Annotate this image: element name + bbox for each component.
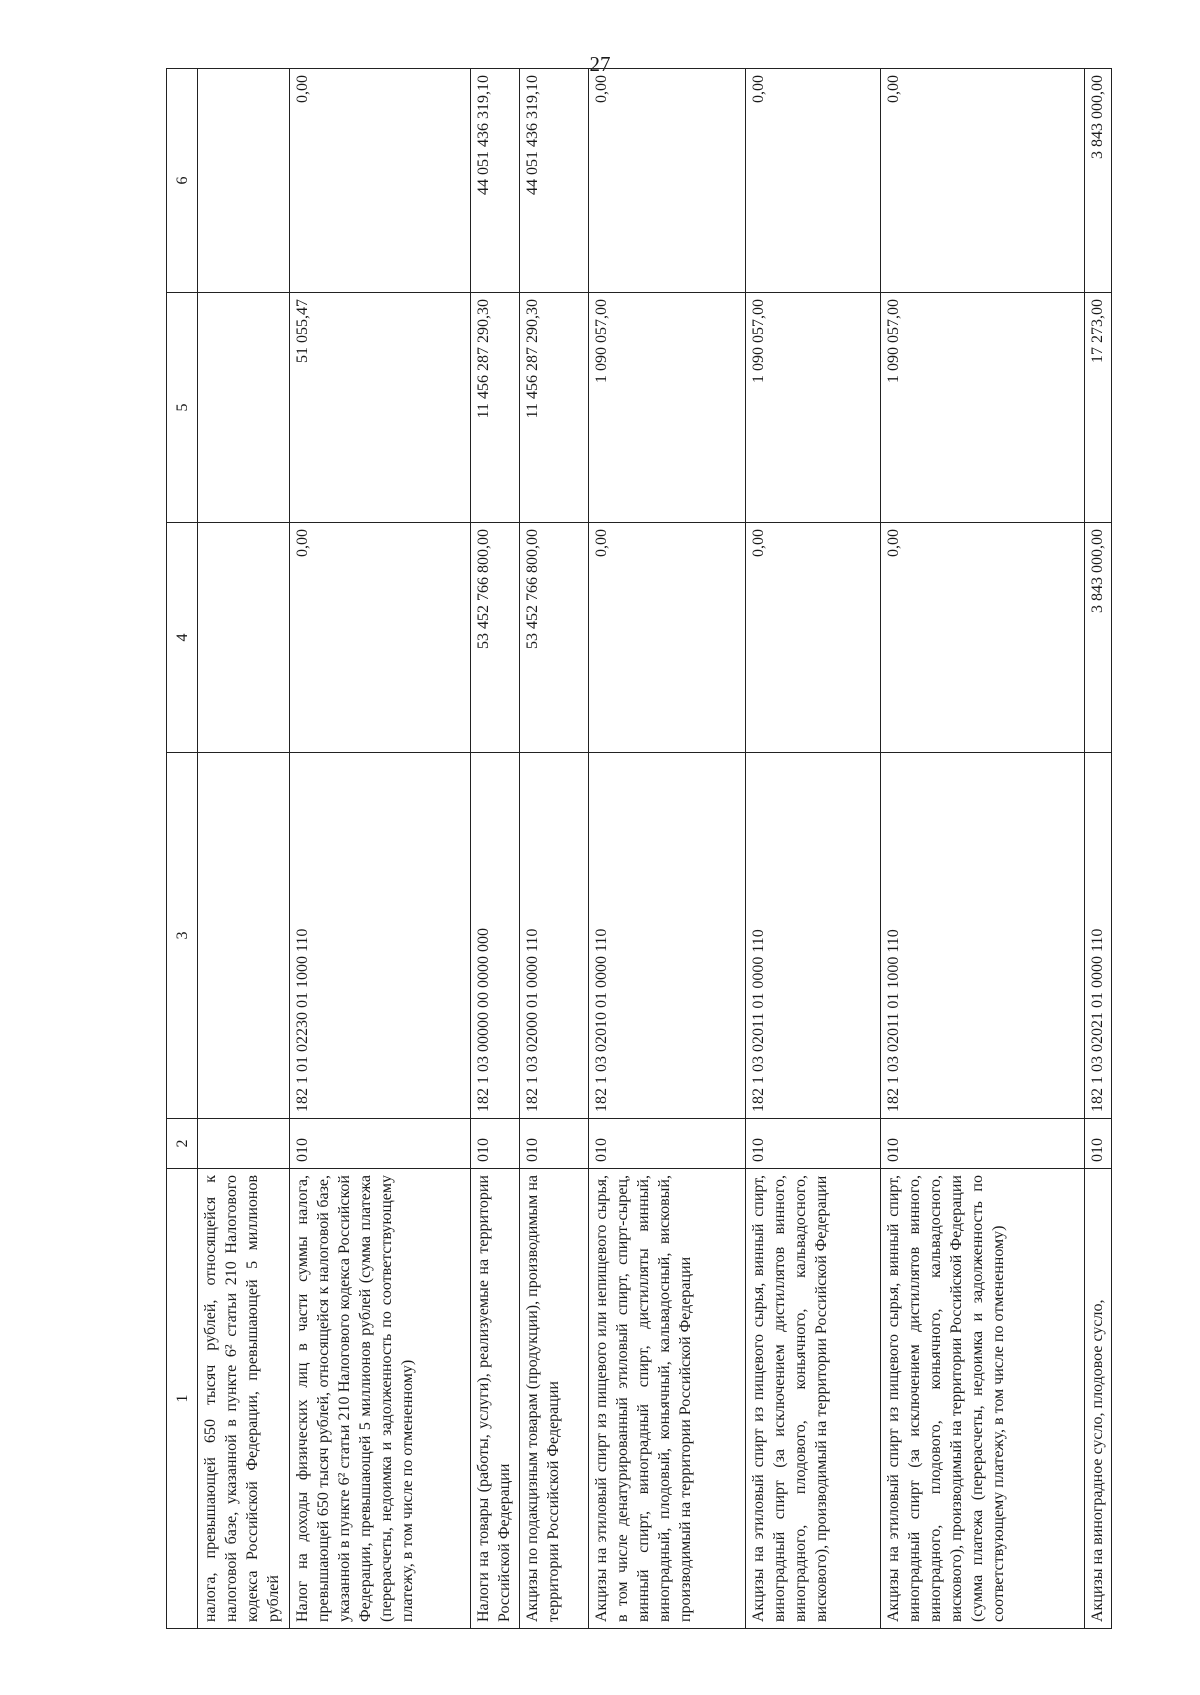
- header-cell: 5: [167, 293, 198, 523]
- budget-code: 182 1 03 02021 01 0000 110: [1084, 753, 1111, 1119]
- header-cell: 4: [167, 523, 198, 753]
- line-code: 010: [746, 1119, 881, 1169]
- executed-value: 1 090 057,00: [746, 293, 881, 523]
- header-cell: 6: [167, 69, 198, 293]
- line-code: 010: [471, 1119, 520, 1169]
- executed-value: 1 090 057,00: [881, 293, 1085, 523]
- executed-value: 51 055,47: [290, 293, 471, 523]
- executed-value: 17 273,00: [1084, 293, 1111, 523]
- budget-code: 182 1 03 02000 01 0000 110: [519, 753, 588, 1119]
- header-cell: 2: [167, 1119, 198, 1169]
- item-name: Акцизы на этиловый спирт из пищевого или непищевого сырья, в том числе денатурированный этиловый спирт, спирт-сырец, винный спирт, виноградный спирт, дистилляты винный, виноградный, плодовый, коньячный, кальвадосный, висковый, производимый на территории Российской Федерации: [588, 1169, 746, 1629]
- table-row: [198, 69, 290, 1629]
- executed-value: 11 456 287 290,30: [471, 293, 520, 523]
- unexecuted-value: 0,00: [588, 69, 746, 293]
- table-row: [746, 69, 881, 1629]
- approved-value: 0,00: [290, 523, 471, 753]
- approved-value: 0,00: [746, 523, 881, 753]
- page-number: 27: [589, 52, 611, 76]
- header-cell: 1: [167, 1169, 198, 1629]
- budget-code: [198, 753, 290, 1119]
- line-code: 010: [1084, 1119, 1111, 1169]
- line-code: 010: [519, 1119, 588, 1169]
- line-code: [198, 1119, 290, 1169]
- item-name: Акцизы на этиловый спирт из пищевого сырья, винный спирт, виноградный спирт (за исключением дистиллятов винного, виноградного, плодового, коньячного, кальвадосного, вискового), производимый на территории Российской Федерации: [746, 1169, 881, 1629]
- unexecuted-value: 3 843 000,00: [1084, 69, 1111, 293]
- line-code: 010: [290, 1119, 471, 1169]
- approved-value: [198, 523, 290, 753]
- table-row: [1084, 69, 1111, 1629]
- budget-code: 182 1 01 02230 01 1000 110: [290, 753, 471, 1119]
- table-row: [290, 69, 471, 1629]
- executed-value: [198, 293, 290, 523]
- executed-value: 11 456 287 290,30: [519, 293, 588, 523]
- approved-value: 53 452 766 800,00: [471, 523, 520, 753]
- unexecuted-value: 0,00: [290, 69, 471, 293]
- header-row: [167, 69, 198, 1629]
- item-name: Налог на доходы физических лиц в части суммы налога, превышающей 650 тысяч рублей, относящейся к налоговой базе, указанной в пункте 6² статьи 210 Налогового кодекса Российской Федерации, превышающей 5 миллионов рублей (сумма платежа (перерасчеты, недоимка и задолженность по соответствующему платежу, в том числе по отмененному): [290, 1169, 471, 1629]
- unexecuted-value: [198, 69, 290, 293]
- table-row: [881, 69, 1085, 1629]
- item-name: налога, превышающей 650 тысяч рублей, относящейся к налоговой базе, указанной в пункте 6² статьи 210 Налогового кодекса Российской Федерации, превышающей 5 миллионов рублей: [198, 1169, 290, 1629]
- approved-value: 53 452 766 800,00: [519, 523, 588, 753]
- budget-code: 182 1 03 02010 01 0000 110: [588, 753, 746, 1119]
- item-name: Налоги на товары (работы, услуги), реализуемые на территории Российской Федерации: [471, 1169, 520, 1629]
- header-cell: 3: [167, 753, 198, 1119]
- unexecuted-value: 44 051 436 319,10: [471, 69, 520, 293]
- line-code: 010: [588, 1119, 746, 1169]
- budget-code: 182 1 03 02011 01 1000 110: [881, 753, 1085, 1119]
- approved-value: 0,00: [588, 523, 746, 753]
- rotated-table-container: [166, 69, 1112, 1629]
- item-name: Акцизы на этиловый спирт из пищевого сырья, винный спирт, виноградный спирт (за исключением дистиллятов винного, виноградного, плодового, коньячного, кальвадосного, вискового), производимый на территории Российской Федерации (сумма платежа (перерасчеты, недоимка и задолженность по соответствующему платежу, в том числе по отмененному): [881, 1169, 1085, 1629]
- table-row: [471, 69, 520, 1629]
- item-name: Акцизы на виноградное сусло, плодовое сусло,: [1084, 1169, 1111, 1629]
- unexecuted-value: 0,00: [746, 69, 881, 293]
- table-row: [519, 69, 588, 1629]
- budget-code: 182 1 03 02011 01 0000 110: [746, 753, 881, 1119]
- executed-value: 1 090 057,00: [588, 293, 746, 523]
- approved-value: 0,00: [881, 523, 1085, 753]
- unexecuted-value: 0,00: [881, 69, 1085, 293]
- budget-code: 182 1 03 00000 00 0000 000: [471, 753, 520, 1119]
- item-name: Акцизы по подакцизным товарам (продукции), производимым на территории Российской Федерации: [519, 1169, 588, 1629]
- table-row: [588, 69, 746, 1629]
- unexecuted-value: 44 051 436 319,10: [519, 69, 588, 293]
- line-code: 010: [881, 1119, 1085, 1169]
- revenue-table: [166, 68, 1112, 1629]
- approved-value: 3 843 000,00: [1084, 523, 1111, 753]
